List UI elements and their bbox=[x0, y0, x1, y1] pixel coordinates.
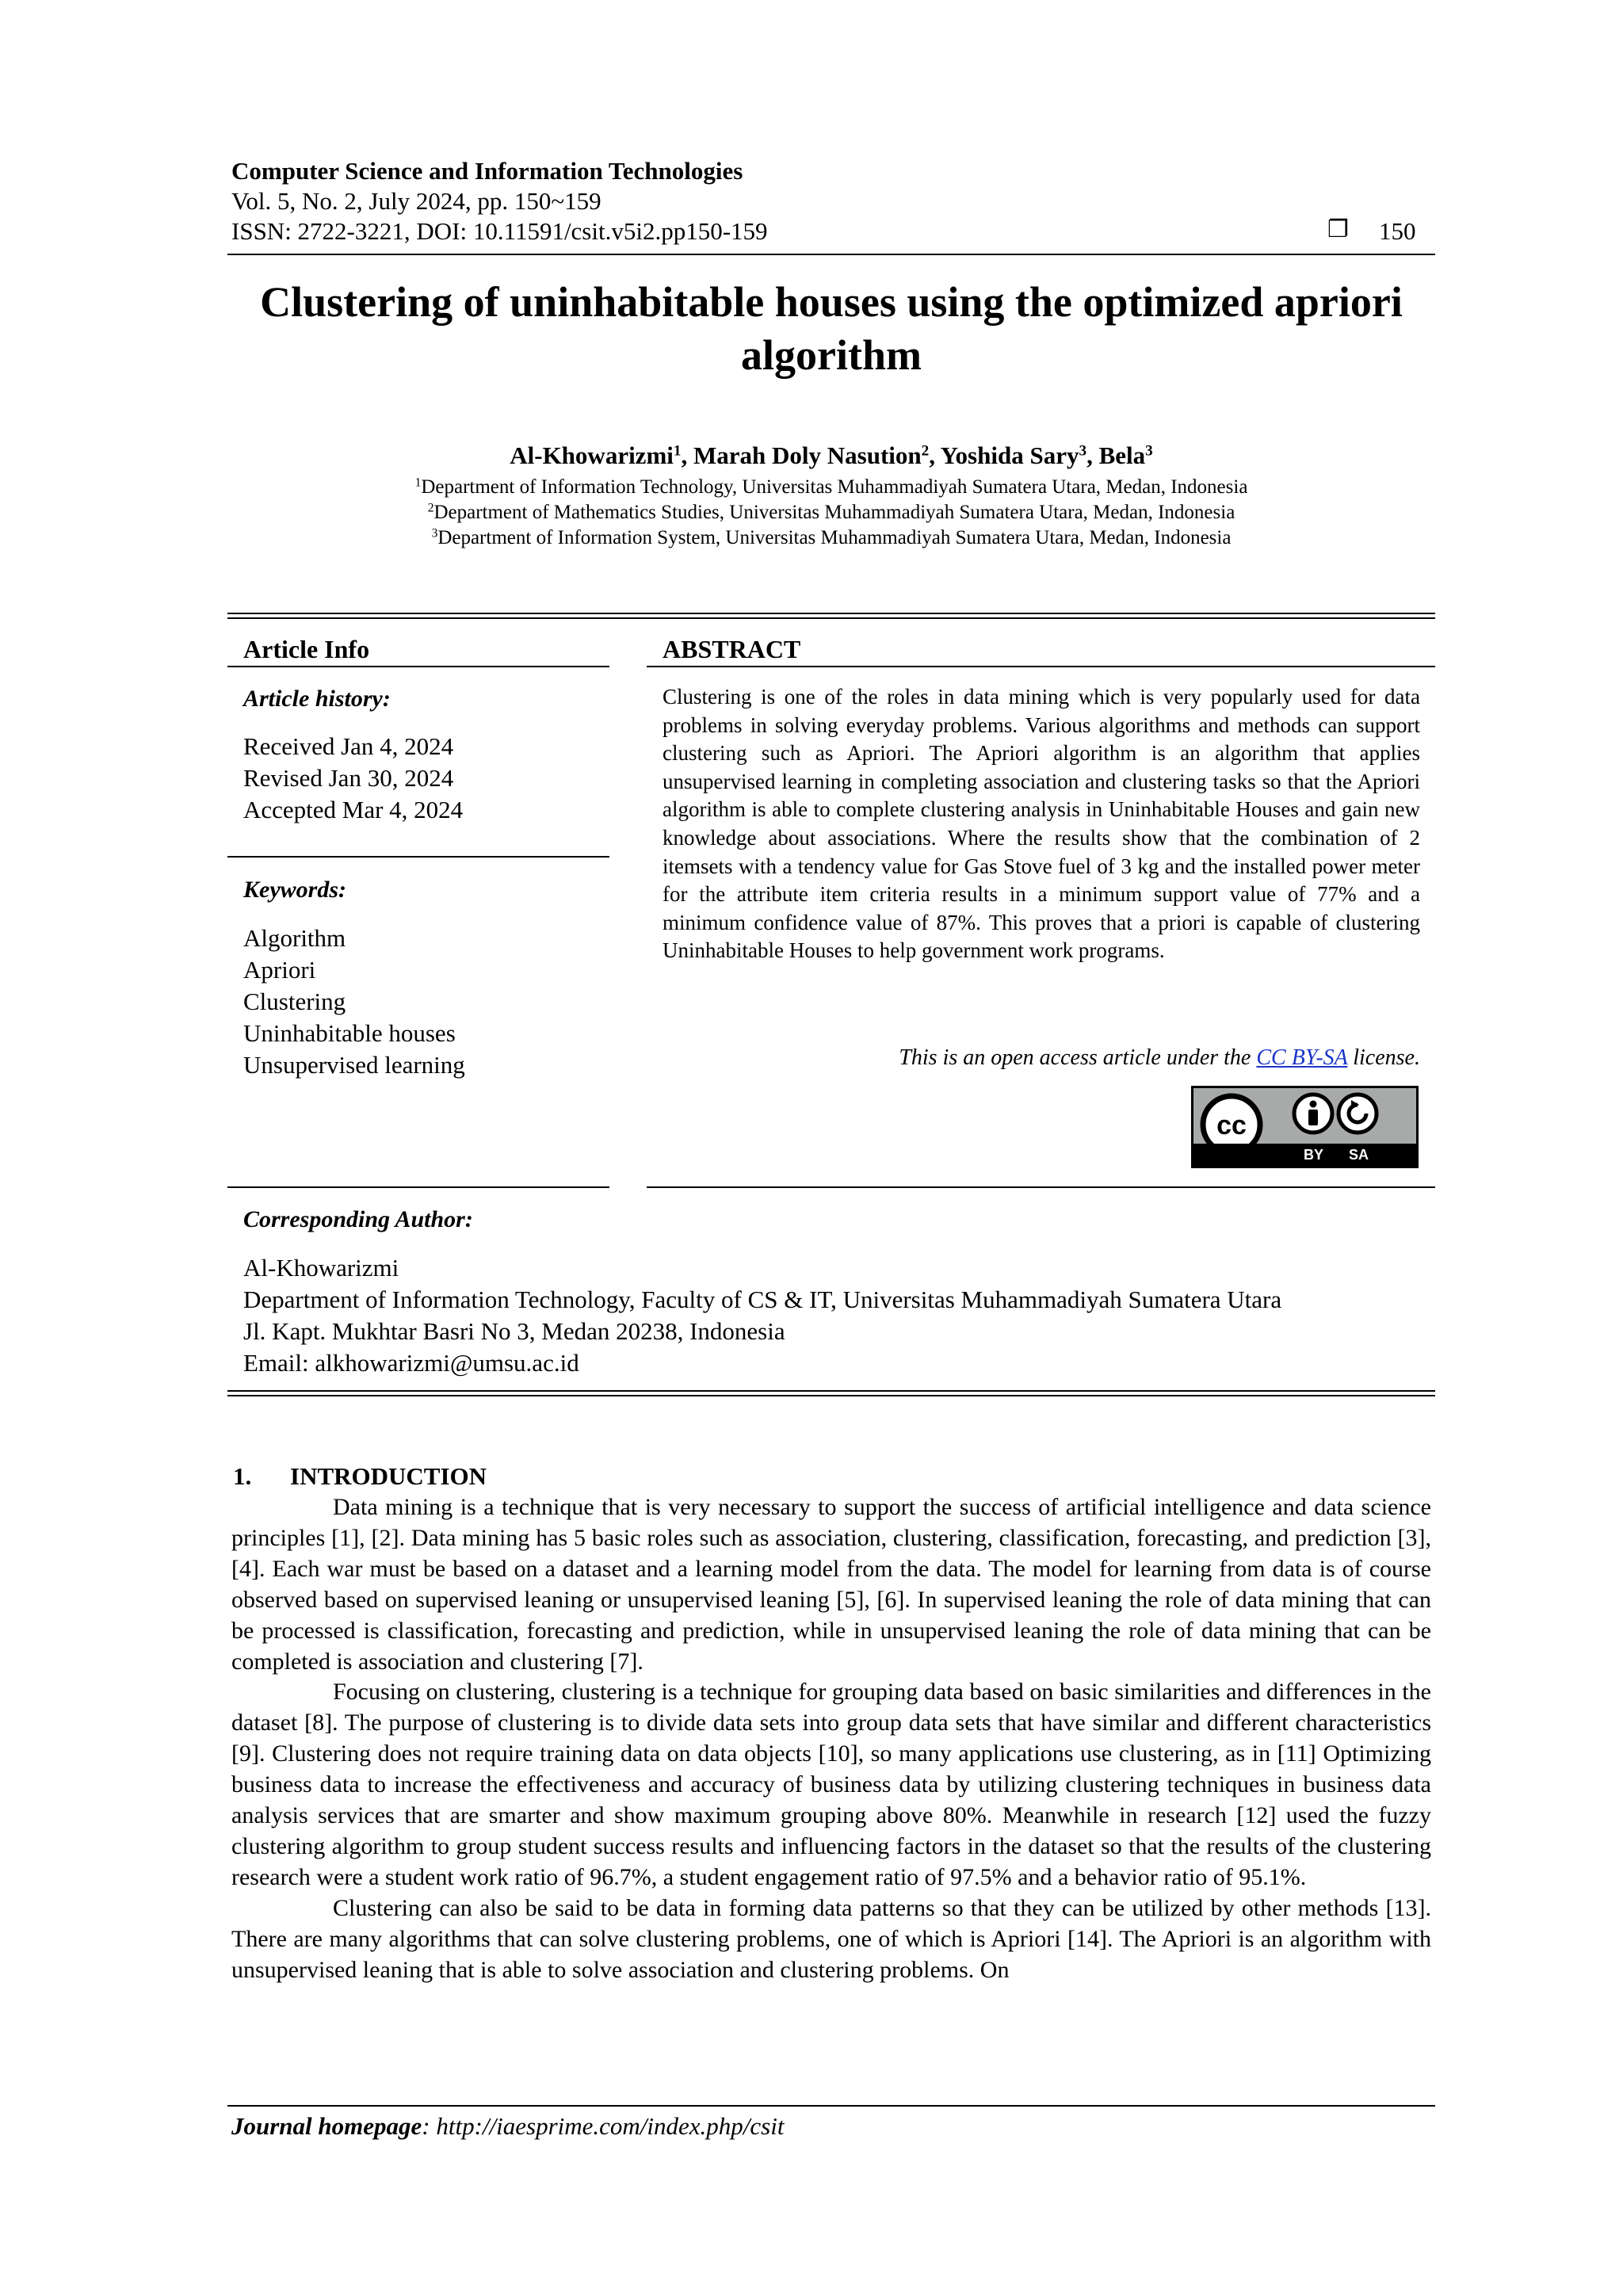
intro-heading: INTRODUCTION bbox=[290, 1462, 487, 1490]
corresponding-address: Jl. Kapt. Mukhtar Basri No 3, Medan 20238, Indonesia bbox=[243, 1317, 785, 1345]
keyword-item: Unsupervised learning bbox=[243, 1051, 465, 1079]
intro-number: 1. bbox=[233, 1462, 252, 1490]
author-sup: 3 bbox=[1079, 442, 1087, 460]
footer-url[interactable]: : http://iaesprime.com/index.php/csit bbox=[422, 2112, 785, 2140]
title-line-2: algorithm bbox=[741, 331, 922, 379]
author-list bbox=[231, 440, 1431, 472]
intro-body bbox=[231, 1492, 1431, 1986]
sa-label: SA bbox=[1349, 1147, 1369, 1163]
infobox-top-rule bbox=[227, 613, 1435, 614]
issn-line: ISSN: 2722-3221, DOI: 10.11591/csit.v5i2.pp150-159 bbox=[231, 217, 768, 245]
author-separator: , bbox=[681, 441, 693, 469]
keyword-item: Apriori bbox=[243, 956, 316, 984]
infobox-top-rule-2 bbox=[227, 617, 1435, 619]
footer-rule bbox=[227, 2105, 1435, 2107]
author-separator: , bbox=[929, 441, 941, 469]
cc-label-bar bbox=[1193, 1144, 1416, 1166]
keywords-rule bbox=[227, 1186, 609, 1188]
by-label: BY bbox=[1304, 1147, 1324, 1163]
affiliation-text: Department of Information System, Universitas Muhammadiyah Sumatera Utara, Medan, Indonesia bbox=[437, 527, 1232, 548]
received-date: Received Jan 4, 2024 bbox=[243, 732, 454, 760]
header-rule bbox=[227, 254, 1435, 255]
affiliation-sup: 3 bbox=[431, 526, 438, 541]
abstract-rule bbox=[647, 666, 1435, 667]
infobox-bottom-rule bbox=[227, 1390, 1435, 1392]
affiliation-text: Department of Information Technology, Universitas Muhammadiyah Sumatera Utara, Medan, Indonesia bbox=[421, 476, 1248, 498]
footer-label: Journal homepage bbox=[231, 2112, 422, 2140]
license-line bbox=[663, 1045, 1420, 1072]
corresponding-name: Al-Khowarizmi bbox=[243, 1254, 399, 1282]
affiliation-sup: 1 bbox=[414, 476, 422, 490]
article-info-heading: Article Info bbox=[243, 635, 370, 663]
by-icon-head bbox=[1310, 1101, 1317, 1108]
author-sup: 3 bbox=[1145, 442, 1153, 460]
author-name: Al-Khowarizmi bbox=[510, 441, 674, 469]
abstract-bottom-rule bbox=[647, 1186, 1435, 1188]
history-rule bbox=[227, 856, 609, 858]
corresponding-department: Department of Information Technology, Faculty of CS & IT, Universitas Muhammadiyah Sumatera Utara bbox=[243, 1286, 1282, 1313]
journal-name: Computer Science and Information Technologies bbox=[231, 157, 743, 185]
license-prefix: This is an open access article under the bbox=[899, 1045, 1257, 1070]
affiliation-3 bbox=[231, 525, 1431, 551]
author-separator: , bbox=[1086, 441, 1099, 469]
keyword-item: Clustering bbox=[243, 988, 346, 1015]
affiliation-text: Department of Mathematics Studies, Universitas Muhammadiyah Sumatera Utara, Medan, Indonesia bbox=[433, 502, 1235, 523]
intro-paragraph: Data mining is a technique that is very necessary to support the success of artificial intelligence and data science principles [1], [2]. Data mining has 5 basic roles such as association, clustering, classification, forecasting, and prediction [3], [4]. Each war must be based on a dataset and a learning model from the data. The model for learning from data is of course observed based on supervised leaning or unsupervised leaning [5], [6]. In supervised leaning the role of data mining that can be processed is classification, forecasting and prediction, while in unsupervised leaning the role of data mining that can be completed is association and clustering [7]. bbox=[231, 1494, 1431, 1675]
cc-by-sa-badge bbox=[1191, 1086, 1419, 1168]
keyword-item: Uninhabitable houses bbox=[243, 1019, 456, 1047]
intro-paragraph: Focusing on clustering, clustering is a technique for grouping data based on basic similarities and differences in the dataset [8]. The purpose of clustering is to divide data sets into group data sets that have similar and different characteristics [9]. Clustering does not require training data on data objects [10], so many applications use clustering, as in [11] Optimizing business data to increase the effectiveness and accuracy of business data by utilizing clustering techniques in business data analysis services that are smarter and show maximum grouping above 80%. Meanwhile in research [12] used the fuzzy clustering algorithm to group student success results and influencing factors in the dataset so that the results of the clustering research were a student work ratio of 96.7%, a student engagement ratio of 97.5% and a behavior ratio of 95.1%. bbox=[231, 1679, 1431, 1890]
license-link[interactable]: CC BY-SA bbox=[1256, 1045, 1348, 1070]
footer bbox=[231, 2111, 784, 2141]
infobox-bottom-rule-2 bbox=[227, 1395, 1435, 1396]
keyword-item: Algorithm bbox=[243, 924, 346, 952]
author-sup: 1 bbox=[673, 442, 682, 460]
article-info-rule bbox=[227, 666, 609, 667]
author-name: Yoshida Sary bbox=[940, 441, 1079, 469]
cc-icons bbox=[1193, 1088, 1416, 1144]
abstract-text: Clustering is one of the roles in data mining which is very popularly used for data problems in solving everyday problems. Various algorithms and methods can support clustering such as Apriori. The Apriori algorithm is an algorithm that applies unsupervised learning in completing association and clustering tasks so that the Apriori algorithm is able to complete clustering analysis in Uninhabitable Houses and gain new knowledge about associations. Where the results show that the combination of 2 itemsets with a tendency value for Gas Stove fuel of 3 kg and the installed power meter for the attribute item criteria results in a minimum support value of 77% and a minimum confidence value of 87%. This proves that a priori is capable of clustering Uninhabitable Houses to help government work programs. bbox=[663, 685, 1420, 963]
author-sup: 2 bbox=[921, 442, 930, 460]
affiliation-1 bbox=[231, 475, 1431, 500]
article-history-heading: Article history: bbox=[243, 686, 391, 712]
by-icon-body bbox=[1308, 1110, 1318, 1125]
title-line-1: Clustering of uninhabitable houses using the optimized apriori bbox=[260, 278, 1403, 326]
keywords-heading: Keywords: bbox=[243, 877, 346, 903]
author-name: Bela bbox=[1098, 441, 1146, 469]
box-icon: ❐ bbox=[1327, 216, 1349, 243]
paper-title bbox=[231, 276, 1431, 382]
license-suffix: license. bbox=[1347, 1045, 1420, 1070]
affiliation-2 bbox=[231, 500, 1431, 525]
abstract-heading: ABSTRACT bbox=[663, 635, 801, 663]
accepted-date: Accepted Mar 4, 2024 bbox=[243, 796, 464, 823]
intro-paragraph: Clustering can also be said to be data in forming data patterns so that they can be utilized by other methods [13]. There are many algorithms that can solve clustering problems, one of which is Apriori [14]. The Apriori is an algorithm with unsupervised leaning that is able to solve association and clustering problems. On bbox=[231, 1894, 1431, 1983]
corresponding-email: Email: alkhowarizmi@umsu.ac.id bbox=[243, 1349, 579, 1377]
page-number: 150 bbox=[1379, 217, 1416, 245]
volume-line: Vol. 5, No. 2, July 2024, pp. 150~159 bbox=[231, 187, 601, 215]
sa-icon bbox=[1338, 1095, 1377, 1133]
author-name: Marah Doly Nasution bbox=[693, 441, 922, 469]
corresponding-heading: Corresponding Author: bbox=[243, 1206, 473, 1232]
affiliation-sup: 2 bbox=[427, 501, 434, 515]
cc-icon-text: cc bbox=[1216, 1110, 1247, 1140]
revised-date: Revised Jan 30, 2024 bbox=[243, 764, 454, 792]
